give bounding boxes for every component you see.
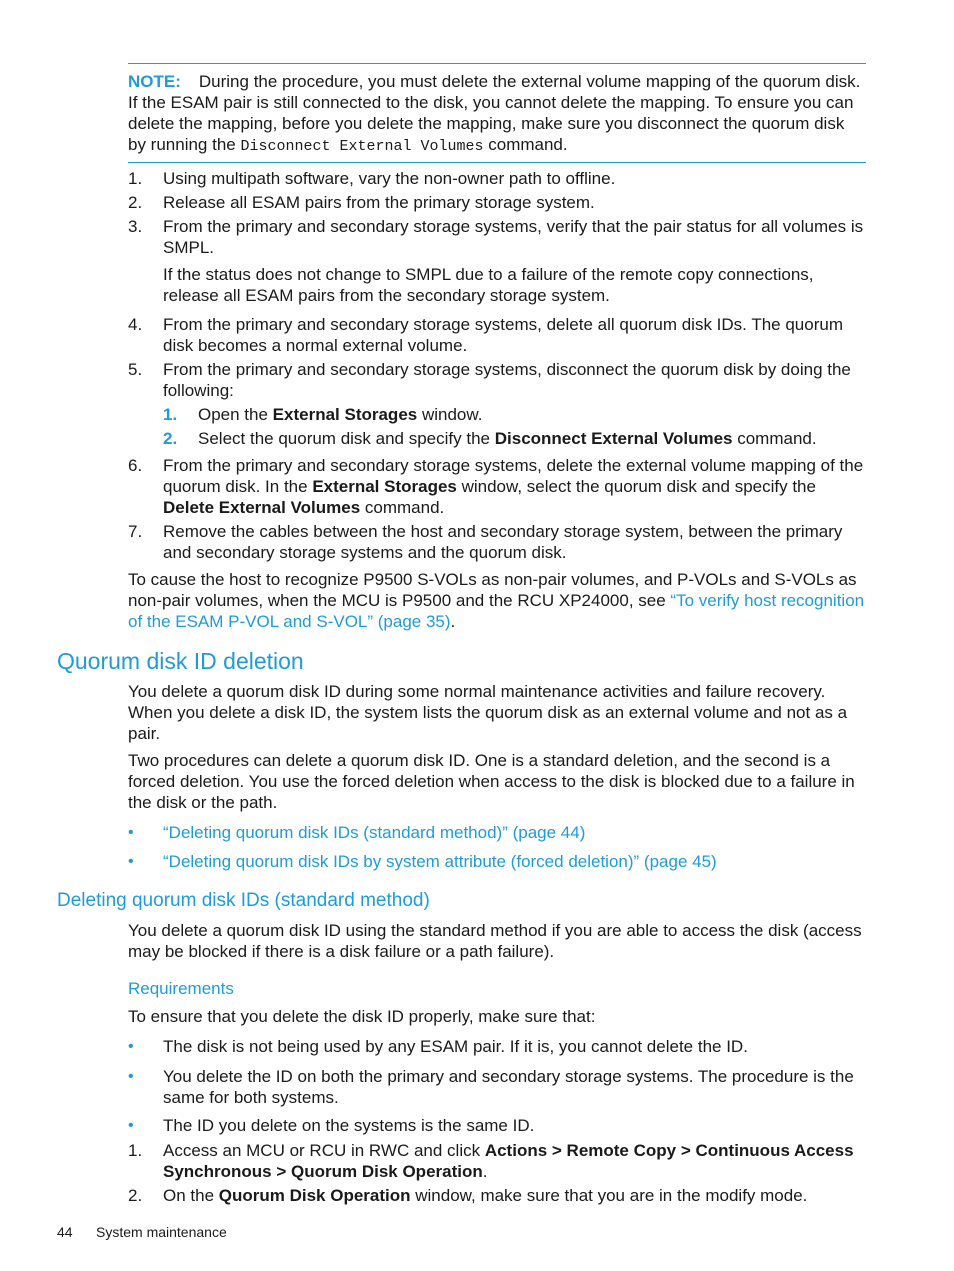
bullet-icon: •: [128, 853, 134, 870]
requirement-item: The ID you delete on the systems is the same ID.: [163, 1116, 535, 1135]
requirement-item: The disk is not being used by any ESAM pair. If it is, you cannot delete the ID.: [163, 1037, 748, 1056]
step-2-text: Release all ESAM pairs from the primary storage system.: [163, 193, 595, 212]
step-number: 3.: [128, 217, 143, 236]
section-paragraph-2: Two procedures can delete a quorum disk ID. One is a standard deletion, and the second is a forced deletion. You use the forced deletion when access to the disk is blocked due to a failure in the disk or the path.: [128, 751, 855, 812]
page-number: 44: [57, 1224, 73, 1240]
step-number: 1.: [128, 1141, 143, 1160]
step-4-text: From the primary and secondary storage systems, delete all quorum disk IDs. The quorum disk becomes a normal external volume.: [163, 315, 843, 355]
note-box: [128, 63, 866, 163]
step-5-text: From the primary and secondary storage systems, disconnect the quorum disk by doing the following:: [163, 360, 851, 400]
step-number: 6.: [128, 456, 143, 475]
bullet-icon: •: [128, 1068, 134, 1085]
section-paragraph-1: You delete a quorum disk ID during some normal maintenance activities and failure recovery. When you delete a disk ID, the system lists the quorum disk as an external volume and not as a pair.: [128, 682, 848, 743]
step-3-text: From the primary and secondary storage systems, verify that the pair status for all volumes is SMPL.: [163, 217, 864, 257]
forced-deletion-link[interactable]: “Deleting quorum disk IDs by system attribute (forced deletion)” (page 45): [163, 852, 717, 871]
bullet-icon: •: [128, 1117, 134, 1134]
step-number: 7.: [128, 522, 143, 541]
footer-title: System maintenance: [96, 1224, 227, 1240]
bullet-icon: •: [128, 1038, 134, 1055]
step-1-text: Using multipath software, vary the non-owner path to offline.: [163, 169, 616, 188]
note-text-end: command.: [483, 135, 568, 154]
step-number: 1.: [128, 169, 143, 188]
standard-method-link[interactable]: “Deleting quorum disk IDs (standard method)” (page 44): [163, 823, 586, 842]
step-number: 2.: [128, 1186, 143, 1205]
requirement-item: You delete the ID on both the primary and secondary storage systems. The procedure is the same for both systems.: [163, 1067, 854, 1107]
procedure-step-2: On the Quorum Disk Operation window, make sure that you are in the modify mode.: [163, 1186, 808, 1205]
requirements-intro: To ensure that you delete the disk ID properly, make sure that:: [128, 1007, 596, 1026]
substep-number: 2.: [163, 429, 178, 448]
host-recognition-paragraph: To cause the host to recognize P9500 S-VOLs as non-pair volumes, and P-VOLs and S-VOLs as non-pair volumes, when the MCU is P9500 and the RCU XP24000, see “To verify host recognition of the ESAM P-VOL and S-VOL” (page 35).: [128, 570, 865, 631]
substep-number: 1.: [163, 405, 178, 424]
subsection-heading: Deleting quorum disk IDs (standard method): [57, 890, 430, 911]
substep-1-text: Open the External Storages window.: [198, 405, 483, 424]
step-7-text: Remove the cables between the host and secondary storage system, between the primary and secondary storage systems and the quorum disk.: [163, 522, 843, 562]
note-text: During the procedure, you must delete the external volume mapping of the quorum disk. If the ESAM pair is still connected to the disk, you cannot delete the mapping. To ensure you can delete the mapping, before you delete the mapping, make sure you disconnect the quorum disk by running the: [128, 72, 861, 154]
section-heading: Quorum disk ID deletion: [57, 648, 304, 674]
substep-2-text: Select the quorum disk and specify the Disconnect External Volumes command.: [198, 429, 817, 448]
step-number: 5.: [128, 360, 143, 379]
step-6-text: From the primary and secondary storage systems, delete the external volume mapping of the quorum disk. In the External Storages window, select the quorum disk and specify the Delete External Volumes command.: [163, 456, 864, 517]
subsection-paragraph: You delete a quorum disk ID using the standard method if you are able to access the disk (access may be blocked if there is a disk failure or a path failure).: [128, 921, 862, 961]
step-3-note: If the status does not change to SMPL due to a failure of the remote copy connections, release all ESAM pairs from the secondary storage system.: [163, 265, 814, 305]
note-label: NOTE:: [128, 72, 181, 91]
note-command: Disconnect External Volumes: [240, 138, 484, 155]
host-recognition-link[interactable]: “To verify host recognition of the ESAM P-VOL and S-VOL” (page 35): [128, 591, 865, 631]
step-number: 2.: [128, 193, 143, 212]
step-number: 4.: [128, 315, 143, 334]
procedure-step-1: Access an MCU or RCU in RWC and click Actions > Remote Copy > Continuous Access Synchronous > Quorum Disk Operation.: [163, 1141, 854, 1181]
requirements-heading: Requirements: [128, 979, 234, 998]
bullet-icon: •: [128, 824, 134, 841]
